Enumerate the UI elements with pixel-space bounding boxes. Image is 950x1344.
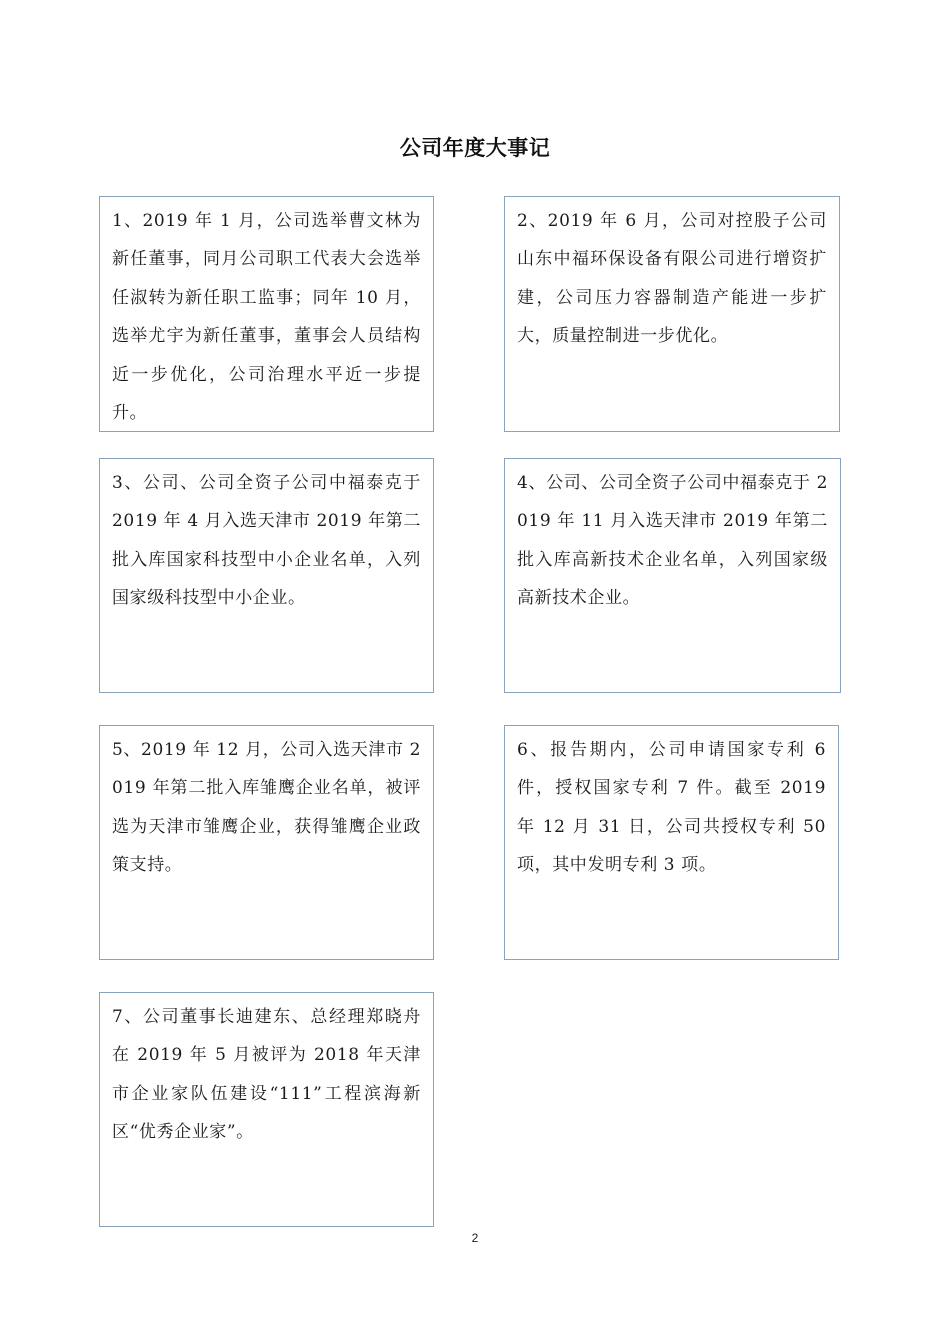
event-box-2 bbox=[504, 196, 840, 432]
event-box-4 bbox=[504, 458, 841, 693]
event-box-5 bbox=[99, 725, 434, 960]
event-text-3: 3、公司、公司全资子公司中福泰克于 2019 年 4 月入选天津市 2019 年第二批入库国家科技型中小企业名单，入列国家级科技型中小企业。 bbox=[112, 473, 421, 609]
event-box-1 bbox=[99, 196, 434, 432]
event-text-6: 6、报告期内，公司申请国家专利 6 件，授权国家专利 7 件。截至 2019 年 12 月 31 日，公司共授权专利 50 项，其中发明专利 3 项。 bbox=[517, 740, 826, 876]
event-text-4: 4、公司、公司全资子公司中福泰克于 2019 年 11 月入选天津市 2019 年第二批入库高新技术企业名单，入列国家级高新技术企业。 bbox=[517, 473, 828, 609]
event-text-2: 2、2019 年 6 月，公司对控股子公司山东中福环保设备有限公司进行增资扩建，公司压力容器制造产能进一步扩大，质量控制进一步优化。 bbox=[517, 211, 827, 347]
event-text-5: 5、2019 年 12 月，公司入选天津市 2019 年第二批入库雏鹰企业名单，被评选为天津市雏鹰企业，获得雏鹰企业政策支持。 bbox=[112, 740, 421, 876]
page-title: 公司年度大事记 bbox=[399, 136, 551, 160]
event-text-7: 7、公司董事长迪建东、总经理郑晓舟在 2019 年 5 月被评为 2018 年天津市企业家队伍建设“111”工程滨海新区“优秀企业家”。 bbox=[112, 1007, 421, 1143]
event-box-6 bbox=[504, 725, 839, 960]
page-number: 2 bbox=[471, 1231, 479, 1245]
event-box-7 bbox=[99, 992, 434, 1227]
event-text-1: 1、2019 年 1 月，公司选举曹文林为新任董事，同月公司职工代表大会选举任淑转为新任职工监事；同年 10 月，选举尤宇为新任董事，董事会人员结构近一步优化，公司治理水平近一步提升。 bbox=[112, 211, 421, 424]
event-box-3 bbox=[99, 458, 434, 693]
